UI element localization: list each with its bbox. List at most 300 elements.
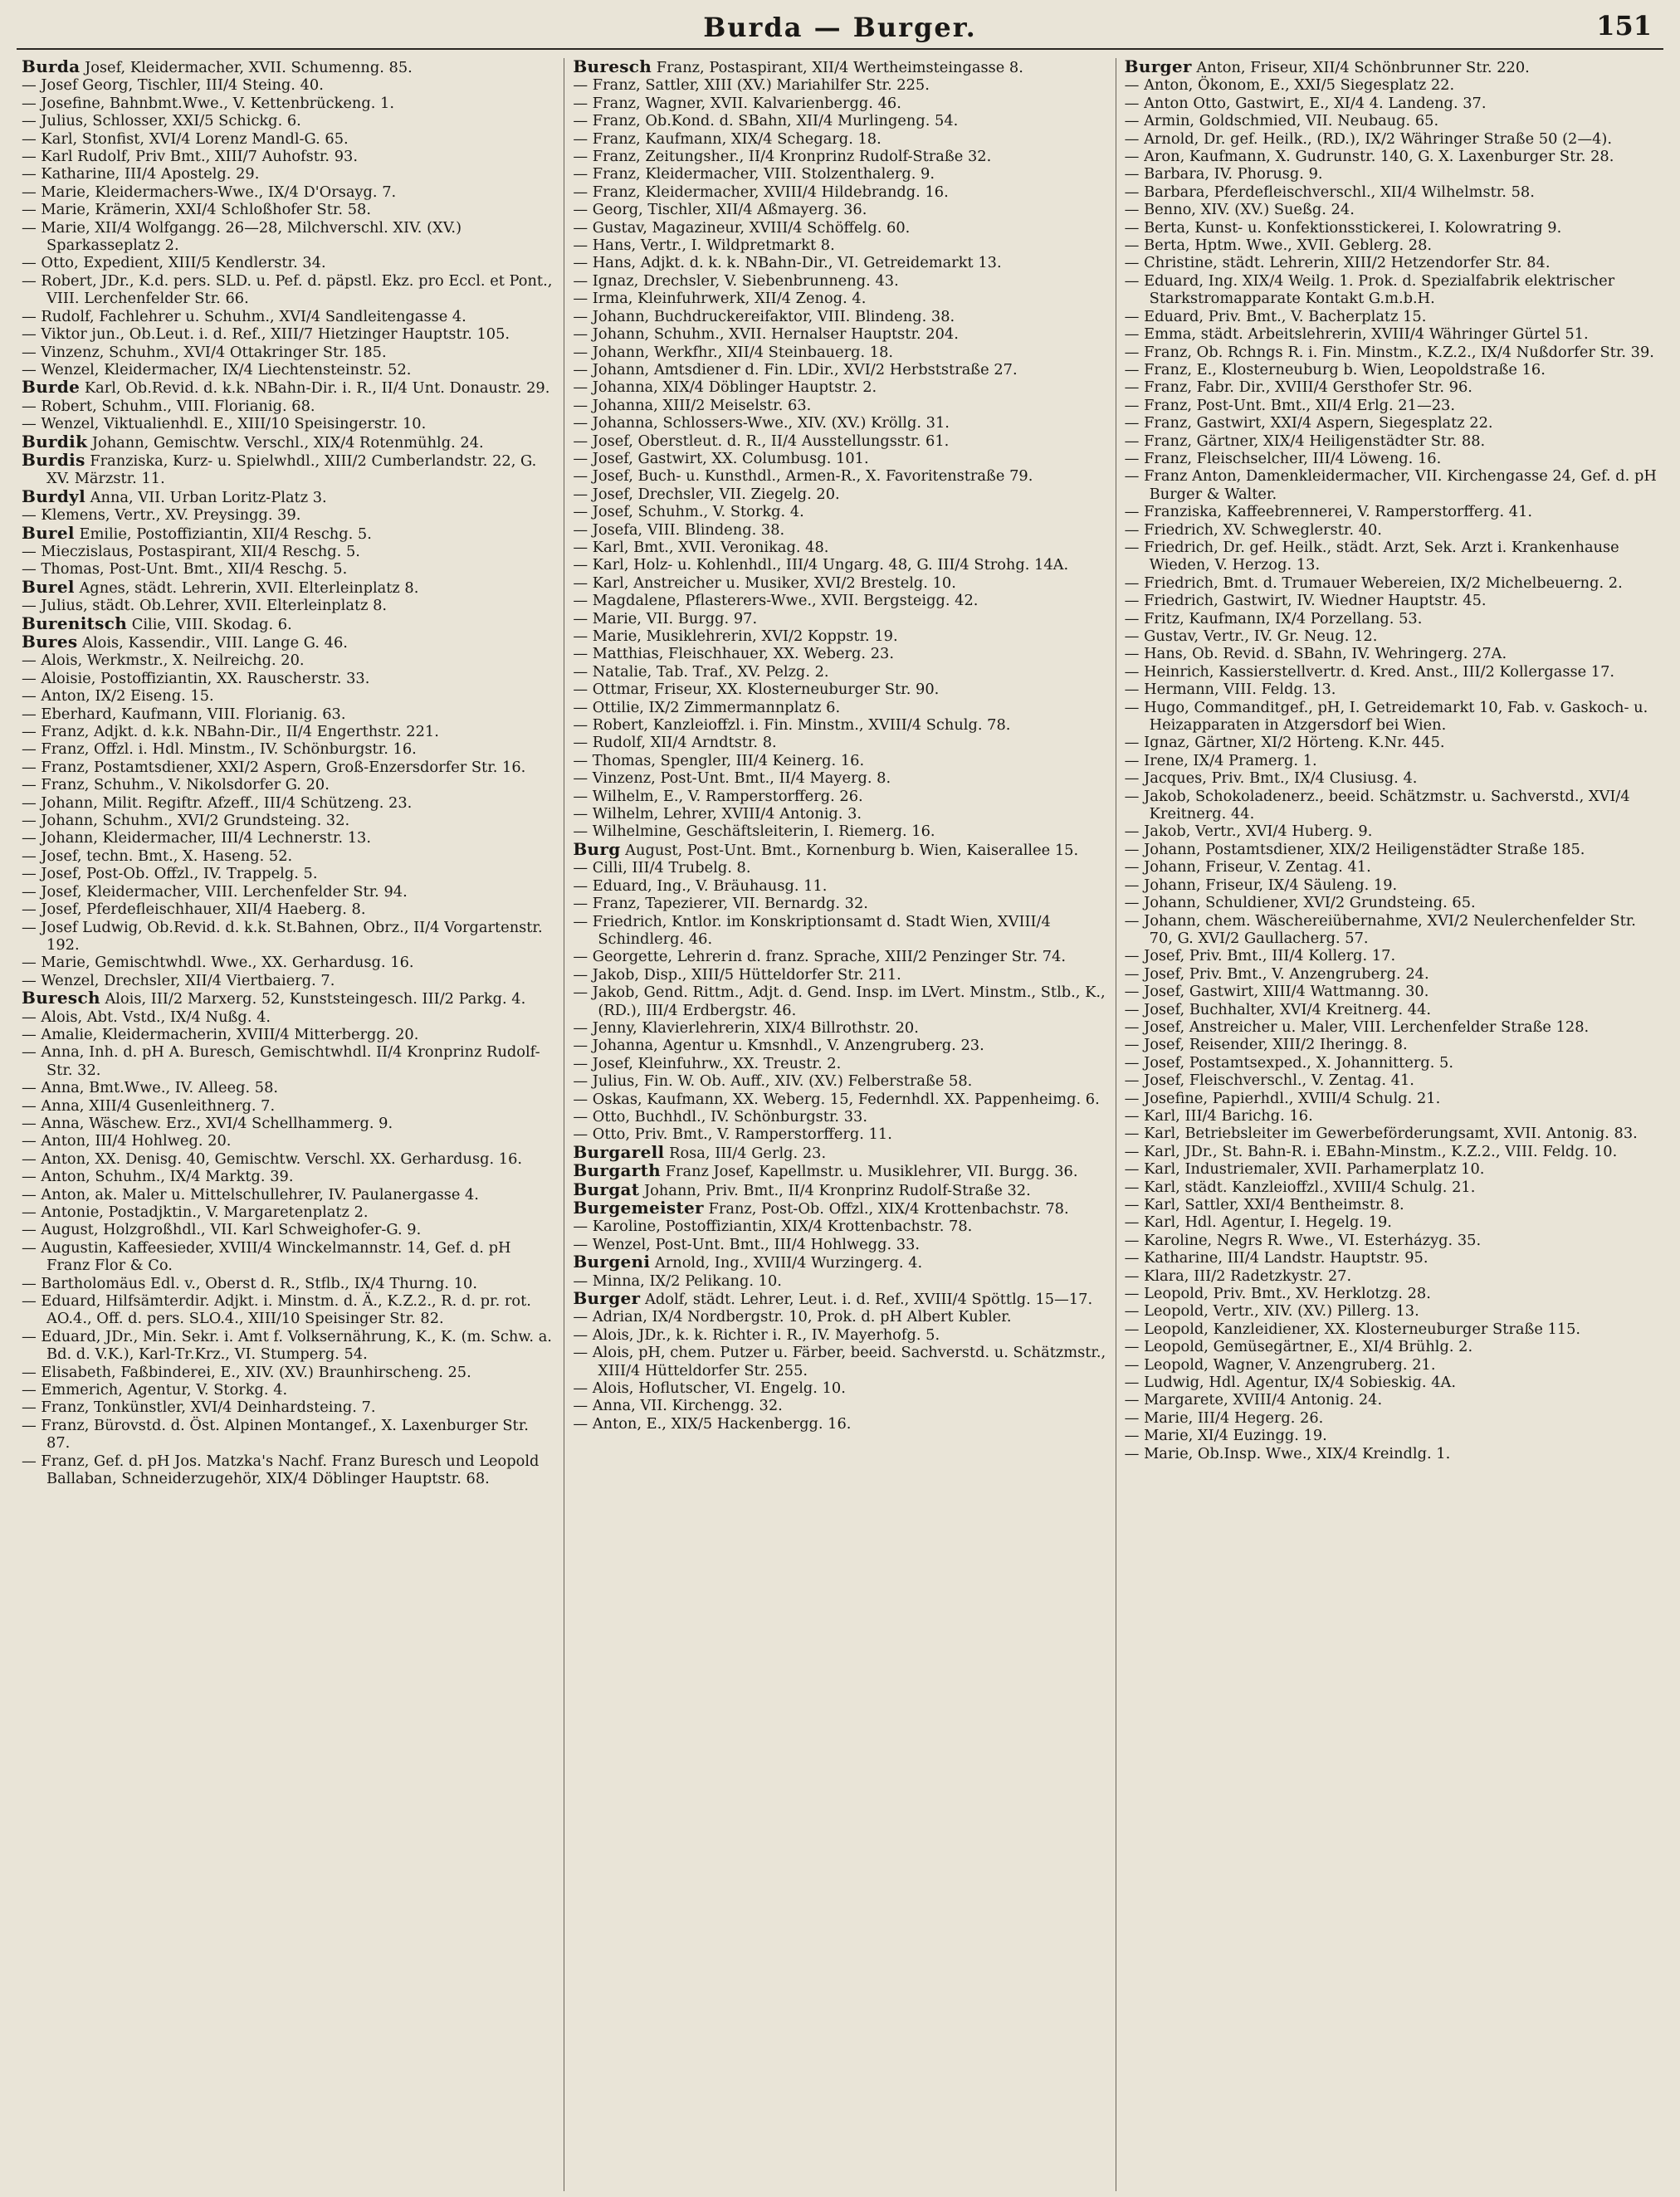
columns-container [13, 58, 1667, 2191]
directory-entry [1125, 947, 1658, 964]
directory-entry [22, 201, 555, 218]
directory-entry [22, 1328, 555, 1364]
entry-detail: — Franz, Postamtsdiener, XXI/2 Aspern, Groß-Enzersdorfer Str. 16. [22, 758, 526, 776]
directory-entry [573, 574, 1106, 592]
entry-detail: — Elisabeth, Faßbinderei, E., XIV. (XV.) Braunhirscheng. 25. [22, 1363, 471, 1381]
entry-detail: — Franz, Offzl. i. Hdl. Minstm., IV. Schönburgstr. 16. [22, 740, 417, 759]
entry-detail: — Anton, IX/2 Eiseng. 15. [22, 687, 214, 705]
directory-entry [1125, 450, 1658, 467]
directory-entry [1125, 58, 1658, 76]
entry-detail: — Friedrich, Bmt. d. Trumauer Webereien, IX/2 Michelbeuerng. 2. [1124, 574, 1623, 592]
directory-entry [1125, 681, 1658, 698]
directory-entry [22, 1399, 555, 1416]
entry-detail: — Otto, Expedient, XIII/5 Kendlerstr. 34. [22, 254, 326, 272]
directory-entry [1125, 361, 1658, 378]
entry-detail: — Irma, Kleinfuhrwerk, XII/4 Zenog. 4. [573, 290, 867, 308]
entry-detail: — Aloisie, Postoffiziantin, XX. Rauscherstr. 33. [22, 669, 370, 687]
directory-entry [22, 1364, 555, 1381]
directory-entry [22, 58, 555, 76]
entry-detail: — Josef, Schuhm., V. Storkg. 4. [573, 503, 804, 521]
directory-entry [573, 521, 1106, 539]
entry-detail: — Franz, E., Klosterneuburg b. Wien, Leopoldstraße 16. [1124, 360, 1546, 378]
directory-entry [573, 838, 1106, 859]
entry-detail: — Gustav, Vertr., IV. Gr. Neug. 12. [1124, 627, 1378, 645]
directory-entry [22, 254, 555, 271]
directory-entry [1125, 699, 1658, 735]
directory-entry [1125, 503, 1658, 520]
directory-entry [1125, 201, 1658, 218]
entry-detail: Alois, III/2 Marxerg. 52, Kunststeingesch. III/2 Parkg. 4. [100, 990, 526, 1008]
directory-entry [573, 76, 1106, 94]
directory-entry [1125, 112, 1658, 129]
entry-surname: Burenitsch [22, 613, 128, 633]
directory-entry [573, 769, 1106, 787]
entry-detail: — Josef, Gastwirt, XIII/4 Wattmanng. 30. [1124, 983, 1429, 1001]
entry-detail: — Karl, Sattler, XXI/4 Bentheimstr. 8. [1124, 1196, 1404, 1213]
directory-entry [22, 723, 555, 740]
directory-entry [1125, 1267, 1658, 1285]
directory-entry [22, 954, 555, 971]
directory-entry [22, 183, 555, 201]
directory-entry [22, 794, 555, 812]
entry-detail: — Wilhelm, Lehrer, XVIII/4 Antonig. 3. [573, 805, 862, 823]
entry-detail: — Cilli, III/4 Trubelg. 8. [573, 859, 751, 877]
entry-surname: Burdis [22, 449, 85, 470]
entry-detail: — Franz, Tapezierer, VII. Bernardg. 32. [573, 895, 868, 913]
entry-detail: Franziska, Kurz- u. Spielwhdl., XIII/2 Cumberlandstr. 22, G. XV. Märzstr. 11. [46, 452, 537, 488]
entry-detail: — Leopold, Vertr., XIV. (XV.) Pillerg. 13. [1124, 1302, 1419, 1321]
directory-entry [573, 467, 1106, 485]
directory-entry [1125, 894, 1658, 911]
directory-entry [1125, 1001, 1658, 1018]
directory-entry [1125, 1054, 1658, 1072]
directory-entry [22, 829, 555, 847]
entry-detail: — Karoline, Negrs R. Wwe., VI. Esterházyg. 35. [1124, 1231, 1482, 1249]
entry-detail: — Anton, III/4 Hohlweg. 20. [22, 1132, 232, 1150]
directory-entry [22, 95, 555, 112]
entry-surname: Burde [22, 377, 81, 398]
entry-detail: — Franz, Tonkünstler, XVI/4 Deinhardsteing. 7. [22, 1399, 376, 1417]
directory-entry [1125, 254, 1658, 271]
directory-entry [22, 847, 555, 865]
directory-entry [22, 1417, 555, 1452]
directory-entry [573, 627, 1106, 645]
entry-detail: Karl, Ob.Revid. d. k.k. NBahn-Dir. i. R., II/4 Unt. Donaustr. 29. [80, 379, 550, 398]
directory-entry [1125, 237, 1658, 254]
entry-detail: — Anton, ak. Maler u. Mittelschullehrer, IV. Paulanergasse 4. [22, 1185, 479, 1203]
entry-detail: — Eduard, Priv. Bmt., V. Bacherplatz 15. [1124, 307, 1427, 325]
entry-detail: — Johann, Schuhm., XVII. Hernalser Hauptstr. 204. [573, 325, 959, 344]
entry-detail: — Gustav, Magazineur, XVIII/4 Schöffelg. 60. [573, 218, 911, 237]
directory-entry [1125, 912, 1658, 948]
directory-entry [1125, 1338, 1658, 1355]
directory-entry [573, 788, 1106, 805]
entry-detail: — Hugo, Commanditgef., pH, I. Getreidemarkt 10, Fab. v. Gaskoch- u. Heizapparaten in Atzgersdorf bei Wien. [1124, 698, 1648, 735]
directory-entry [1125, 752, 1658, 769]
directory-entry [1125, 308, 1658, 325]
column-right [1116, 58, 1667, 2191]
entry-detail: — Bartholomäus Edl. v., Oberst d. R., Stflb., IX/4 Thurng. 10. [22, 1274, 478, 1292]
entry-detail: — Rudolf, XII/4 Arndtstr. 8. [573, 734, 777, 752]
entry-detail: — Barbara, Pferdefleischverschl., XII/4 Wilhelmstr. 58. [1124, 183, 1535, 201]
entry-detail: — Franz, Kaufmann, XIX/4 Schegarg. 18. [573, 129, 882, 148]
entry-detail: — Johann, Friseur, V. Zentag. 41. [1124, 858, 1371, 876]
entry-detail: — Magdalene, Pflasterers-Wwe., XVII. Bergsteigg. 42. [573, 592, 979, 610]
directory-entry [1125, 574, 1658, 592]
entry-surname: Burgeni [573, 1252, 651, 1272]
directory-entry [1125, 841, 1658, 858]
entry-detail: — Anna, Bmt.Wwe., IV. Alleeg. 58. [22, 1079, 279, 1097]
entry-detail: — Franz, Kleidermacher, VIII. Stolzenthalerg. 9. [573, 165, 935, 183]
entry-detail: — Amalie, Kleidermacherin, XVIII/4 Mitterbergg. 20. [22, 1025, 419, 1043]
directory-entry [573, 361, 1106, 378]
directory-entry [1125, 876, 1658, 894]
entry-detail: — Ottmar, Friseur, XX. Klosterneuburger Str. 90. [573, 681, 940, 699]
directory-entry [22, 1203, 555, 1221]
entry-detail: — Adrian, IX/4 Nordbergstr. 10, Prok. d. pH Albert Kubler. [573, 1308, 1012, 1326]
entry-detail: — Franz, Sattler, XIII (XV.) Mariahilfer Str. 225. [573, 76, 930, 95]
directory-entry [1125, 1232, 1658, 1249]
directory-entry [22, 633, 555, 652]
entry-detail: — Ignaz, Drechsler, V. Siebenbrunneng. 43. [573, 271, 899, 290]
entry-detail: — Johanna, XIII/2 Meiselstr. 63. [573, 396, 812, 414]
directory-entry [1125, 219, 1658, 237]
directory-entry [1125, 663, 1658, 681]
directory-entry [1125, 397, 1658, 414]
entry-detail: Adolf, städt. Lehrer, Leut. i. d. Ref., XVIII/4 Spöttlg. 15—17. [640, 1291, 1093, 1309]
directory-entry [1125, 344, 1658, 361]
directory-entry [22, 488, 555, 506]
entry-surname: Burgarell [573, 1141, 665, 1162]
entry-surname: Bures [22, 632, 78, 652]
directory-entry [573, 1397, 1106, 1414]
entry-detail: — Franz, Wagner, XVII. Kalvarienbergg. 46. [573, 94, 901, 112]
entry-detail: — Anna, VII. Kirchengg. 32. [573, 1397, 783, 1415]
directory-entry [22, 1132, 555, 1150]
directory-entry [573, 716, 1106, 734]
directory-entry [573, 219, 1106, 237]
entry-detail: Rosa, III/4 Gerlg. 23. [664, 1144, 827, 1162]
entry-detail: — Johann, Kleidermacher, III/4 Lechnerstr. 13. [22, 829, 372, 847]
directory-entry [22, 1008, 555, 1026]
directory-entry [573, 984, 1106, 1019]
directory-entry [573, 254, 1106, 271]
directory-entry [573, 859, 1106, 876]
directory-entry [573, 1236, 1106, 1253]
entry-detail: — Natalie, Tab. Traf., XV. Pelzg. 2. [573, 662, 829, 681]
entry-detail: — Josefine, Papierhdl., XVIII/4 Schulg. 21. [1124, 1089, 1441, 1107]
entry-detail: — Josef Ludwig, Ob.Revid. d. k.k. St.Bahnen, Obrz., II/4 Vorgartenstr. 192. [22, 918, 543, 954]
directory-entry [1125, 467, 1658, 503]
directory-entry [22, 130, 555, 148]
entry-detail: — Josefine, Bahnbmt.Wwe., V. Kettenbrückeng. 1. [22, 94, 394, 112]
directory-entry [573, 290, 1106, 307]
entry-surname: Burgarth [573, 1160, 661, 1181]
entry-detail: — Franz, Gef. d. pH Jos. Matzka's Nachf. Franz Buresch und Leopold Ballaban, Schneiderzugehör, XIX/4 Döblinger Hauptstr. 68. [22, 1452, 540, 1488]
entry-detail: — Wilhelmine, Geschäftsleiterin, I. Riemerg. 16. [573, 823, 935, 841]
entry-detail: Anna, VII. Urban Loritz-Platz 3. [85, 488, 327, 506]
directory-entry [573, 734, 1106, 751]
entry-detail: — Eduard, Ing., V. Bräuhausg. 11. [573, 876, 828, 895]
directory-entry [573, 966, 1106, 984]
entry-detail: — Franz, Gärtner, XIX/4 Heiligenstädter Str. 88. [1124, 432, 1486, 450]
entry-detail: — Friedrich, Gastwirt, IV. Wiedner Hauptstr. 45. [1124, 592, 1487, 610]
entry-detail: — Franz, Schuhm., V. Nikolsdorfer G. 20. [22, 776, 330, 794]
page-title: Burda — Burger. [703, 12, 977, 43]
entry-detail: Franz, Postaspirant, XII/4 Wertheimsteingasse 8. [652, 59, 1023, 76]
directory-entry [1125, 272, 1658, 308]
directory-entry [573, 1019, 1106, 1037]
entry-detail: — Alois, JDr., k. k. Richter i. R., IV. Mayerhofg. 5. [573, 1326, 940, 1344]
entry-surname: Buresch [22, 988, 100, 1008]
entry-detail: — Jakob, Schokoladenerz., beeid. Schätzmstr. u. Sachverstd., XVI/4 Kreitnerg. 44. [1124, 787, 1630, 823]
directory-entry [22, 1097, 555, 1115]
entry-detail: — Irene, IX/4 Pramerg. 1. [1124, 751, 1317, 769]
directory-entry [22, 740, 555, 758]
entry-detail: — Franz, Gastwirt, XXI/4 Aspern, Siegesplatz 22. [1124, 414, 1493, 432]
entry-detail: — Johann, Schuhm., XVI/2 Grundsteing. 32. [22, 812, 350, 830]
entry-detail: Franz Josef, Kapellmstr. u. Musiklehrer, VII. Burgg. 36. [660, 1163, 1078, 1181]
entry-detail: — Heinrich, Kassierstellvertr. d. Kred. Anst., III/2 Kollergasse 17. [1124, 662, 1615, 681]
entry-detail: — Vinzenz, Schuhm., XVI/4 Ottakringer Str. 185. [22, 343, 387, 361]
entry-detail: — Eduard, Ing. XIX/4 Weilg. 1. Prok. d. Spezialfabrik elektrischer Starkstromapparate Kontakt G.m.b.H. [1124, 271, 1615, 308]
entry-detail: — Emmerich, Agentur, V. Storkg. 4. [22, 1381, 288, 1399]
entry-detail: — Josef, Gastwirt, XX. Columbusg. 101. [573, 449, 869, 467]
entry-detail: — Matthias, Fleischhauer, XX. Weberg. 23. [573, 645, 895, 663]
directory-entry [22, 652, 555, 669]
directory-entry [1125, 1213, 1658, 1231]
entry-detail: Agnes, städt. Lehrerin, XVII. Elterleinplatz 8. [74, 579, 419, 597]
entry-detail: — Marie, III/4 Hegerg. 26. [1124, 1409, 1324, 1427]
entry-detail: — Karl, Industriemaler, XVII. Parhamerplatz 10. [1124, 1160, 1485, 1179]
directory-entry [573, 877, 1106, 895]
directory-entry [22, 398, 555, 415]
directory-entry [22, 919, 555, 954]
entry-detail: — Hans, Vertr., I. Wildpretmarkt 8. [573, 237, 835, 255]
page-header [17, 7, 1663, 50]
entry-detail: — Benno, XIV. (XV.) Sueßg. 24. [1124, 201, 1355, 219]
directory-entry [573, 486, 1106, 503]
directory-entry [1125, 858, 1658, 876]
directory-entry [573, 503, 1106, 520]
directory-entry [22, 344, 555, 361]
entry-detail: — Marie, Gemischtwhdl. Wwe., XX. Gerhardusg. 16. [22, 954, 414, 972]
directory-entry [573, 1037, 1106, 1054]
entry-detail: — Aron, Kaufmann, X. Gudrunstr. 140, G. X. Laxenburger Str. 28. [1124, 148, 1614, 166]
directory-entry [573, 112, 1106, 129]
entry-detail: — Josef, Oberstleut. d. R., II/4 Ausstellungsstr. 61. [573, 432, 950, 450]
entry-detail: — Georgette, Lehrerin d. franz. Sprache, XIII/2 Penzinger Str. 74. [573, 948, 1067, 966]
directory-entry [22, 378, 555, 397]
directory-entry [573, 663, 1106, 681]
entry-detail: — Wenzel, Kleidermacher, IX/4 Liechtensteinstr. 52. [22, 360, 412, 378]
entry-detail: — Johann, Buchdruckereifaktor, VIII. Blindeng. 38. [573, 307, 955, 325]
entry-detail: — Georg, Tischler, XII/4 Aßmayerg. 36. [573, 201, 867, 219]
entry-detail: — Berta, Hptm. Wwe., XVII. Geblerg. 28. [1124, 237, 1433, 255]
directory-entry [573, 1290, 1106, 1308]
directory-entry [573, 201, 1106, 218]
directory-entry [22, 687, 555, 705]
entry-detail: Johann, Priv. Bmt., II/4 Kronprinz Rudolf-Straße 32. [639, 1181, 1031, 1199]
entry-surname: Burger [1124, 58, 1192, 76]
entry-detail: — Anton Otto, Gastwirt, E., XI/4 4. Landeng. 37. [1124, 94, 1487, 112]
directory-entry [573, 1253, 1106, 1272]
directory-entry [22, 1043, 555, 1079]
directory-entry [1125, 823, 1658, 840]
directory-entry [573, 58, 1106, 76]
entry-detail: August, Post-Unt. Bmt., Kornenburg b. Wien, Kaiserallee 15. [620, 841, 1079, 859]
entry-detail: — Franz, Fleischselcher, III/4 Löweng. 16. [1124, 449, 1442, 467]
entry-surname: Burdik [22, 431, 88, 452]
entry-detail: — Friedrich, Kntlor. im Konskriptionsamt d. Stadt Wien, XVIII/4 Schindlerg. 46. [573, 912, 1051, 948]
entry-detail: — Franz, Adjkt. d. k.k. NBahn-Dir., II/4 Engerthstr. 221. [22, 723, 439, 741]
directory-entry [573, 1108, 1106, 1125]
entry-detail: Arnold, Ing., XVIII/4 Wurzingerg. 4. [650, 1254, 923, 1272]
entry-detail: — Thomas, Post-Unt. Bmt., XII/4 Reschg. 5. [22, 560, 348, 579]
directory-entry [22, 1150, 555, 1168]
directory-entry [573, 148, 1106, 165]
entry-detail: — Antonie, Postadjktin., V. Margaretenplatz 2. [22, 1203, 369, 1221]
directory-entry [573, 237, 1106, 254]
entry-detail: — Johann, chem. Wäschereiübernahme, XVI/2 Neulerchenfelder Str. 70, G. XVI/2 Gaullacherg. 57. [1124, 911, 1636, 947]
directory-entry [1125, 414, 1658, 432]
directory-entry [1125, 1391, 1658, 1409]
directory-entry [22, 1079, 555, 1096]
entry-detail: — Franz, Ob. Rchngs R. i. Fin. Minstm., K.Z.2., IX/4 Nußdorfer Str. 39. [1124, 343, 1654, 361]
entry-detail: — Ignaz, Gärtner, XI/2 Hörteng. K.Nr. 445. [1124, 734, 1445, 752]
directory-entry [573, 1272, 1106, 1290]
entry-detail: — August, Holzgroßhdl., VII. Karl Schweighofer-G. 9. [22, 1221, 422, 1239]
directory-entry [573, 414, 1106, 432]
entry-detail: — Josef, Buchhalter, XVI/4 Kreitnerg. 44. [1124, 1000, 1432, 1018]
entry-detail: — Marie, VII. Burgg. 97. [573, 609, 758, 627]
directory-entry [573, 1055, 1106, 1072]
directory-entry [1125, 1321, 1658, 1338]
entry-detail: — Julius, Schlosser, XXI/5 Schickg. 6. [22, 112, 301, 130]
entry-detail: — Klara, III/2 Radetzkystr. 27. [1124, 1267, 1352, 1285]
column-left [13, 58, 564, 2191]
directory-entry [573, 645, 1106, 662]
directory-entry [22, 272, 555, 308]
entry-detail: — Johanna, Schlossers-Wwe., XIV. (XV.) Kröllg. 31. [573, 414, 950, 432]
entry-detail: — Fritz, Kaufmann, IX/4 Porzellang. 53. [1124, 609, 1423, 627]
directory-entry [22, 506, 555, 524]
entry-detail: — Vinzenz, Post-Unt. Bmt., II/4 Mayerg. 8. [573, 769, 891, 788]
entry-detail: — Wilhelm, E., V. Ramperstorfferg. 26. [573, 787, 863, 805]
directory-entry [22, 165, 555, 183]
directory-entry [1125, 1409, 1658, 1427]
entry-detail: — Karl, Anstreicher u. Musiker, XVI/2 Brestelg. 10. [573, 574, 956, 592]
directory-entry [573, 272, 1106, 290]
directory-entry [573, 1162, 1106, 1180]
entry-detail: — Josef, Reisender, XIII/2 Iheringg. 8. [1124, 1036, 1408, 1054]
entry-detail: — Eduard, JDr., Min. Sekr. i. Amt f. Volksernährung, K., K. (m. Schw. a. Bd. d. V.K.), Karl-Tr.Krz., VI. Stumperg. 54. [22, 1327, 552, 1364]
directory-entry [22, 449, 555, 488]
entry-detail: — Franz, Kleidermacher, XVIII/4 Hildebrandg. 16. [573, 183, 949, 201]
directory-entry [573, 183, 1106, 201]
directory-entry [573, 1344, 1106, 1379]
entry-detail: — Franz, Ob.Kond. d. SBahn, XII/4 Murlingeng. 54. [573, 112, 959, 130]
entry-detail: — Franz, Bürovstd. d. Öst. Alpinen Montangef., X. Laxenburger Str. 87. [22, 1416, 529, 1452]
entry-detail: — Oskas, Kaufmann, XX. Weberg. 15, Federnhdl. XX. Pappenheimg. 6. [573, 1090, 1100, 1108]
entry-detail: — Franz, Post-Unt. Bmt., XII/4 Erlg. 21—23. [1124, 396, 1455, 414]
directory-entry [22, 1381, 555, 1399]
directory-entry [573, 823, 1106, 840]
entry-detail: — Marie, Ob.Insp. Wwe., XIX/4 Kreindlg. 1. [1124, 1444, 1451, 1462]
entry-surname: Burel [22, 522, 75, 543]
directory-entry [22, 1292, 555, 1328]
entry-detail: — Eberhard, Kaufmann, VIII. Florianig. 63. [22, 705, 346, 723]
directory-entry [22, 148, 555, 165]
entry-detail: — Anton, XX. Denisg. 40, Gemischtw. Verschl. XX. Gerhardusg. 16. [22, 1150, 523, 1168]
directory-entry [22, 433, 555, 452]
directory-entry [1125, 610, 1658, 627]
directory-entry [22, 1186, 555, 1203]
entry-detail: — Josefa, VIII. Blindeng. 38. [573, 520, 785, 539]
entry-detail: — Franz, Zeitungsher., II/4 Kronprinz Rudolf-Straße 32. [573, 148, 992, 166]
entry-detail: — Hans, Adjkt. d. k. k. NBahn-Dir., VI. Getreidemarkt 13. [573, 254, 1002, 272]
directory-entry [22, 883, 555, 901]
entry-detail: — Josef, Priv. Bmt., III/4 Kollerg. 17. [1124, 947, 1396, 965]
directory-entry [573, 325, 1106, 343]
entry-detail: — Friedrich, Dr. gef. Heilk., städt. Arzt, Sek. Arzt i. Krankenhause Wieden, V. Herzog. 13. [1124, 538, 1619, 574]
entry-detail: — Barbara, IV. Phorusg. 9. [1124, 165, 1323, 183]
entry-detail: — Josef, Fleischverschl., V. Zentag. 41. [1124, 1072, 1414, 1090]
directory-entry [573, 913, 1106, 949]
directory-entry [573, 130, 1106, 148]
entry-detail: — Jakob, Vertr., XVI/4 Huberg. 9. [1124, 823, 1373, 841]
directory-entry [1125, 130, 1658, 148]
entry-detail: — Johann, Amtsdiener d. Fin. LDir., XVI/2 Herbststraße 27. [573, 360, 1018, 378]
directory-entry [573, 1141, 1106, 1162]
entry-detail: — Minna, IX/2 Pelikang. 10. [573, 1272, 782, 1290]
entry-detail: — Jacques, Priv. Bmt., IX/4 Clusiusg. 4. [1124, 769, 1418, 788]
directory-entry [22, 1026, 555, 1043]
entry-detail: — Otto, Priv. Bmt., V. Ramperstorfferg. 11. [573, 1125, 892, 1144]
directory-entry [22, 1275, 555, 1292]
directory-entry [22, 560, 555, 578]
directory-entry [22, 219, 555, 255]
directory-entry [22, 543, 555, 560]
entry-detail: — Jenny, Klavierlehrerin, XIX/4 Billrothstr. 20. [573, 1018, 919, 1037]
entry-surname: Burdyl [22, 486, 85, 506]
directory-entry [22, 989, 555, 1008]
entry-detail: — Karl, JDr., St. Bahn-R. i. EBahn-Minstm., K.Z.2., VIII. Feldg. 10. [1124, 1142, 1618, 1160]
directory-entry [1125, 1374, 1658, 1391]
directory-entry [22, 112, 555, 129]
entry-detail: — Jakob, Gend. Rittm., Adjt. d. Gend. Insp. im LVert. Minstm., Stlb., K., (RD.), III/4 Erdbergstr. 46. [573, 984, 1106, 1019]
entry-detail: Anton, Friseur, XII/4 Schönbrunner Str. 220. [1191, 59, 1530, 76]
directory-entry [1125, 1445, 1658, 1462]
directory-entry [1125, 788, 1658, 823]
entry-detail: — Karoline, Postoffiziantin, XIX/4 Krottenbachstr. 78. [573, 1218, 973, 1236]
directory-entry [573, 397, 1106, 414]
directory-entry [573, 450, 1106, 467]
entry-detail: — Marie, Musiklehrerin, XVI/2 Koppstr. 19. [573, 627, 898, 645]
directory-entry [573, 1072, 1106, 1090]
entry-detail: — Marie, XI/4 Euzingg. 19. [1124, 1427, 1327, 1445]
entry-detail: — Josef, Priv. Bmt., V. Anzengruberg. 24. [1124, 964, 1429, 983]
entry-detail: — Karl, Hdl. Agentur, I. Hegelg. 19. [1124, 1213, 1392, 1232]
directory-entry [573, 805, 1106, 823]
directory-entry [22, 576, 555, 597]
entry-detail: — Franz, Fabr. Dir., XVIII/4 Gersthofer Str. 96. [1124, 378, 1472, 397]
directory-entry [573, 681, 1106, 698]
entry-detail: — Karl, Holz- u. Kohlenhdl., III/4 Ungarg. 48, G. III/4 Strohg. 14A. [573, 556, 1069, 574]
entry-detail: — Hans, Ob. Revid. d. SBahn, IV. Wehringerg. 27A. [1124, 645, 1507, 663]
directory-entry [22, 308, 555, 325]
directory-entry [573, 1199, 1106, 1218]
